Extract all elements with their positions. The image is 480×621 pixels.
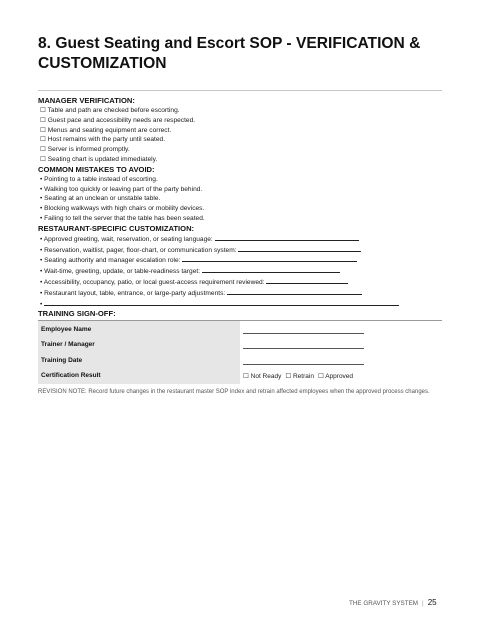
page-title: 8. Guest Seating and Escort SOP - VERIFICATION & CUSTOMIZATION [38,35,421,72]
revision-note: REVISION NOTE: Record future changes in the restaurant master SOP index and retrain affected employees when the approved process changes. [38,388,430,395]
approved-checkbox[interactable]: ☐ Approved [317,372,354,380]
signoff-row [38,321,442,337]
mistake-item: • Failing to tell the server that the table has been seated. [40,214,205,222]
signoff-field[interactable] [240,321,442,337]
signoff-label: Training Date [38,353,240,369]
customization-item [40,288,442,299]
checklist-item[interactable]: ☐ Host remains with the party until seated. [40,136,166,144]
checklist-item[interactable]: ☐ Seating chart is updated immediately. [40,155,158,163]
retrain-checkbox[interactable]: ☐ Retrain [285,372,314,380]
footer-brand: THE GRAVITY SYSTEM [349,600,419,607]
signature-line[interactable] [243,340,364,349]
page-number: 25 [427,598,437,607]
signoff-row [38,353,442,369]
mistake-item: • Blocking walkways with high chairs or mobility devices. [40,205,205,213]
customization-heading: RESTAURANT-SPECIFIC CUSTOMIZATION: [38,223,195,233]
manager-verification-heading: MANAGER VERIFICATION: [38,96,135,105]
checklist-item[interactable]: ☐ Menus and seating equipment are correct. [40,126,172,134]
customization-item [40,245,442,256]
signature-line[interactable] [243,325,364,334]
not-ready-checkbox[interactable]: ☐ Not Ready [243,372,282,380]
mistake-item: • Seating at an unclean or unstable table. [40,195,161,203]
customization-label: • Accessibility, occupancy, patio, or local guest-access requirement reviewed: [40,278,265,286]
customization-label: • Wait-time, greeting, update, or table-readiness target: [40,268,201,276]
checklist-item[interactable]: ☐ Server is informed promptly. [40,146,130,154]
signoff-field[interactable] [240,353,442,369]
page-footer [349,598,437,607]
mistake-item: • Walking too quickly or leaving part of the party behind. [40,185,203,193]
signature-line[interactable] [243,356,364,365]
customization-label: • Seating authority and manager escalation role: [40,257,181,265]
signoff-row [38,337,442,353]
checklist-item[interactable]: ☐ Guest pace and accessibility needs are respected. [40,116,196,124]
fill-in-line[interactable] [215,234,359,241]
title-divider [38,90,442,91]
customization-item [40,234,442,245]
customization-label: • Approved greeting, wait, reservation, or seating language: [40,235,213,243]
signoff-row [38,368,442,384]
signoff-field[interactable] [240,337,442,353]
mistake-item: • Pointing to a table instead of escorting. [40,175,158,183]
customization-label: • Restaurant layout, table, entrance, or large-party adjustments: [40,289,226,297]
customization-label: • [40,300,43,308]
page-content [38,96,442,397]
certification-options [240,368,442,384]
customization-item [40,277,442,288]
footer-separator: | [422,600,424,607]
signoff-label: Trainer / Manager [38,337,240,353]
customization-label: • Reservation, waitlist, pager, floor-chart, or communication system: [40,246,237,254]
signoff-label: Employee Name [38,321,240,337]
training-signoff-heading: TRAINING SIGN-OFF: [38,309,116,319]
checklist-item[interactable]: ☐ Table and path are checked before escorting. [40,107,180,114]
fill-in-line[interactable] [44,299,399,306]
fill-in-line[interactable] [182,255,357,262]
fill-in-line[interactable] [227,288,362,295]
signoff-label: Certification Result [38,368,240,384]
common-mistakes-heading: COMMON MISTAKES TO AVOID: [38,164,155,174]
fill-in-line[interactable] [202,266,340,273]
customization-item [40,299,442,310]
customization-item [40,266,442,277]
fill-in-line[interactable] [238,245,361,252]
signoff-table [38,320,442,383]
fill-in-line[interactable] [266,277,348,284]
customization-item [40,255,442,266]
